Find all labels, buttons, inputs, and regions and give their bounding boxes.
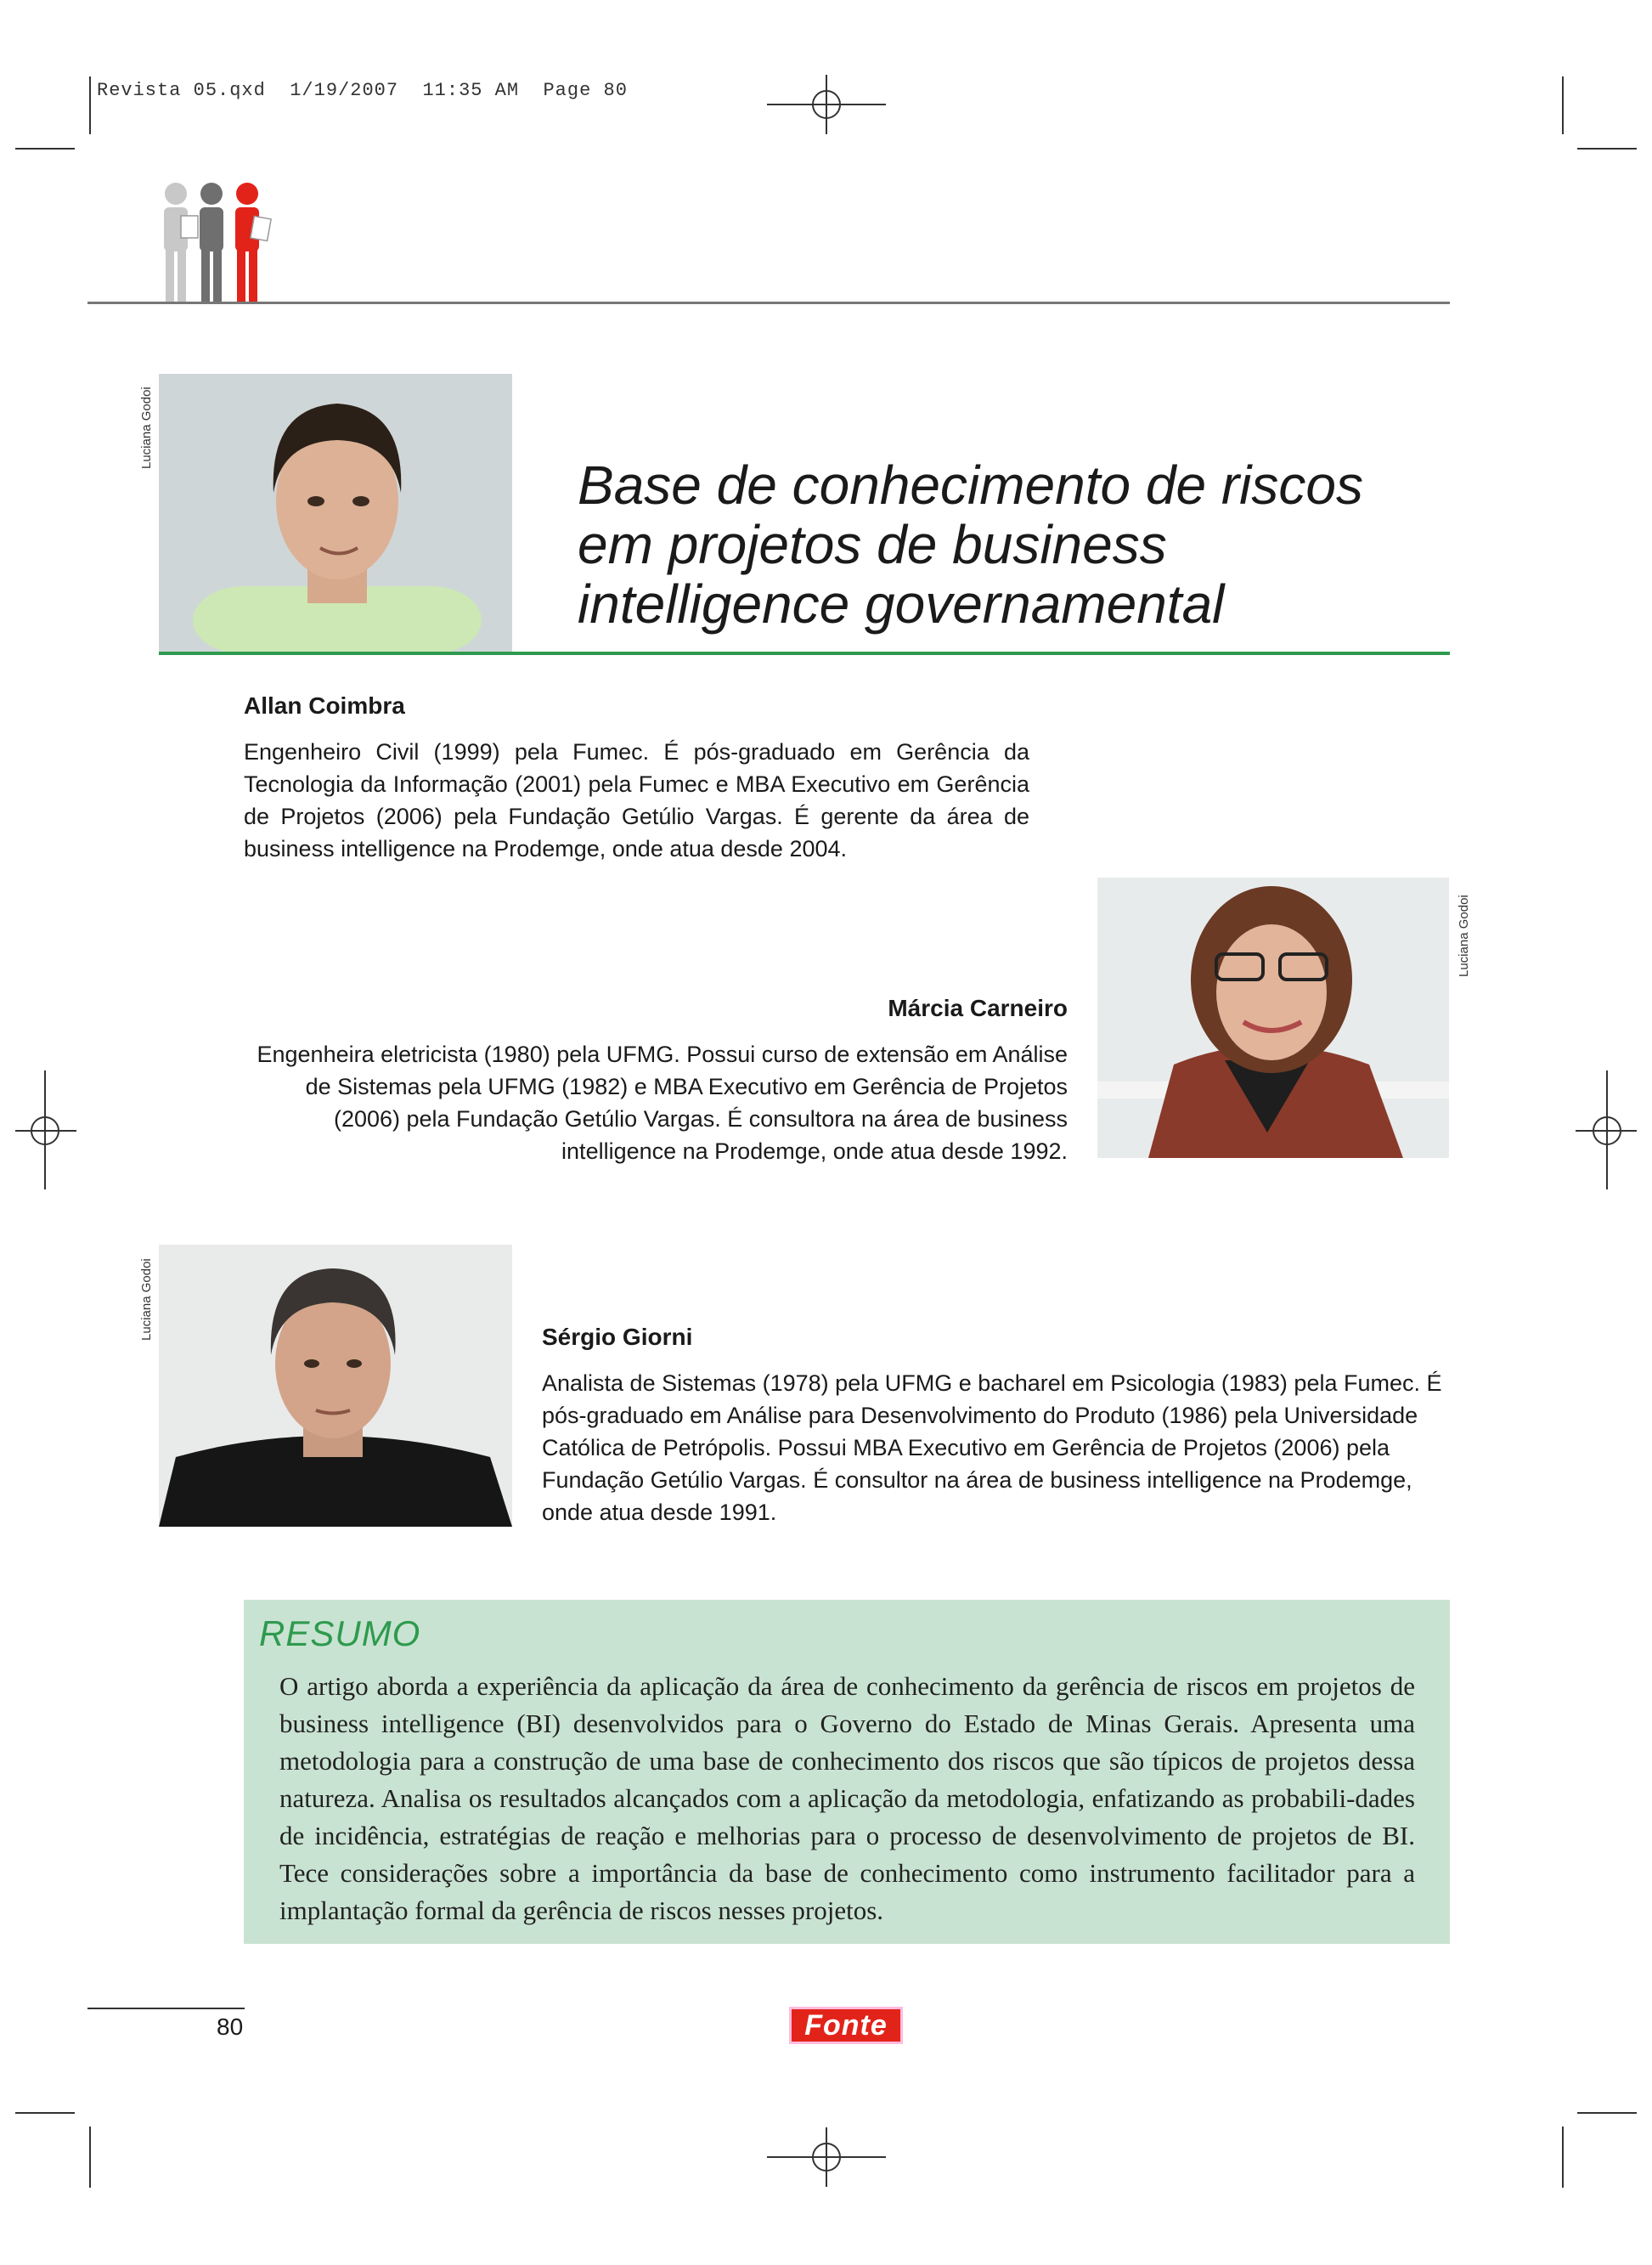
title-rule <box>159 652 1450 655</box>
author-bio: Engenheiro Civil (1999) pela Fumec. É pós-graduado em Gerência da Tecnologia da Informação (2001) pela Fumec e MBA Executivo em Gerência de Projetos (2006) pela Fundação Getúlio Vargas. É gerente da área de business intelligence na Prodemge, onde atua desde 2004. <box>244 739 1029 861</box>
registration-mark <box>812 90 841 119</box>
title-line: em projetos de business <box>578 514 1167 575</box>
registration-mark <box>1593 1116 1621 1145</box>
crop-mark <box>1562 2127 1564 2188</box>
fonte-logo <box>789 2007 903 2044</box>
author-name: Sérgio Giorni <box>542 1324 693 1350</box>
author-name: Márcia Carneiro <box>888 995 1068 1021</box>
crop-mark <box>15 148 75 150</box>
crop-mark <box>1577 148 1637 150</box>
title-line: intelligence governamental <box>578 573 1225 635</box>
people-logo-icon <box>157 180 285 304</box>
photo-credit: Luciana Godoi <box>139 1258 154 1341</box>
author-photo-sergio <box>159 1245 512 1527</box>
article-title <box>578 455 1444 634</box>
abstract-heading: RESUMO <box>259 1613 421 1653</box>
registration-mark <box>31 1116 59 1145</box>
crop-mark <box>15 2112 75 2114</box>
print-slug: Revista 05.qxd 1/19/2007 11:35 AM Page 80 <box>97 80 628 101</box>
author-name: Allan Coimbra <box>244 692 405 719</box>
crop-mark <box>89 2127 91 2188</box>
abstract-box <box>244 1600 1450 1944</box>
footer-rule <box>87 2008 245 2009</box>
author-bio: Engenheira eletricista (1980) pela UFMG. Possui curso de extensão em Análise de Sistemas pela UFMG (1982) e MBA Executivo em Gerência de Projetos (2006) pela Fundação Getúlio Vargas. É consultora na área de business intelligence na Prodemge, onde atua desde 1992. <box>257 1042 1068 1164</box>
abstract-text: O artigo aborda a experiência da aplicação da área de conhecimento da gerência de riscos em projetos de business intelligence (BI) desenvolvidos para o Governo do Estado de Minas Gerais. Apresenta uma metodologia para a construção de uma base de conhecimento dos riscos que são típicos de projetos dessa natureza. Analisa os resultados alcançados com a aplicação da metodologia, enfatizando as probabili-dades de incidência, estratégias de reação e melhorias para o processo de desenvolvimento de projetos de BI. Tece considerações sobre a importância da base de conhecimento como instrumento facilitador para a implantação formal da gerência de riscos nesses projetos. <box>279 1671 1415 1925</box>
author-photo-marcia <box>1097 878 1449 1158</box>
photo-credit: Luciana Godoi <box>139 387 154 469</box>
author-bio: Analista de Sistemas (1978) pela UFMG e bacharel em Psicologia (1983) pela Fumec. É pós-graduado em Análise para Desenvolvimento do Produto (1986) pela Universidade Católica de Petrópolis. Possui MBA Executivo em Gerência de Projetos (2006) pela Fundação Getúlio Vargas. É consultor na área de business intelligence na Prodemge, onde atua desde 1991. <box>542 1370 1442 1525</box>
page-number: 80 <box>217 2014 244 2040</box>
title-line: Base de conhecimento de riscos <box>578 455 1363 516</box>
photo-credit: Luciana Godoi <box>1457 895 1471 977</box>
crop-mark <box>89 76 91 134</box>
logo-text: Fonte <box>804 2008 888 2042</box>
header-rule <box>87 302 1450 304</box>
author-photo-allan <box>159 374 512 654</box>
registration-mark <box>812 2143 841 2172</box>
crop-mark <box>1577 2112 1637 2114</box>
crop-mark <box>1562 76 1564 134</box>
